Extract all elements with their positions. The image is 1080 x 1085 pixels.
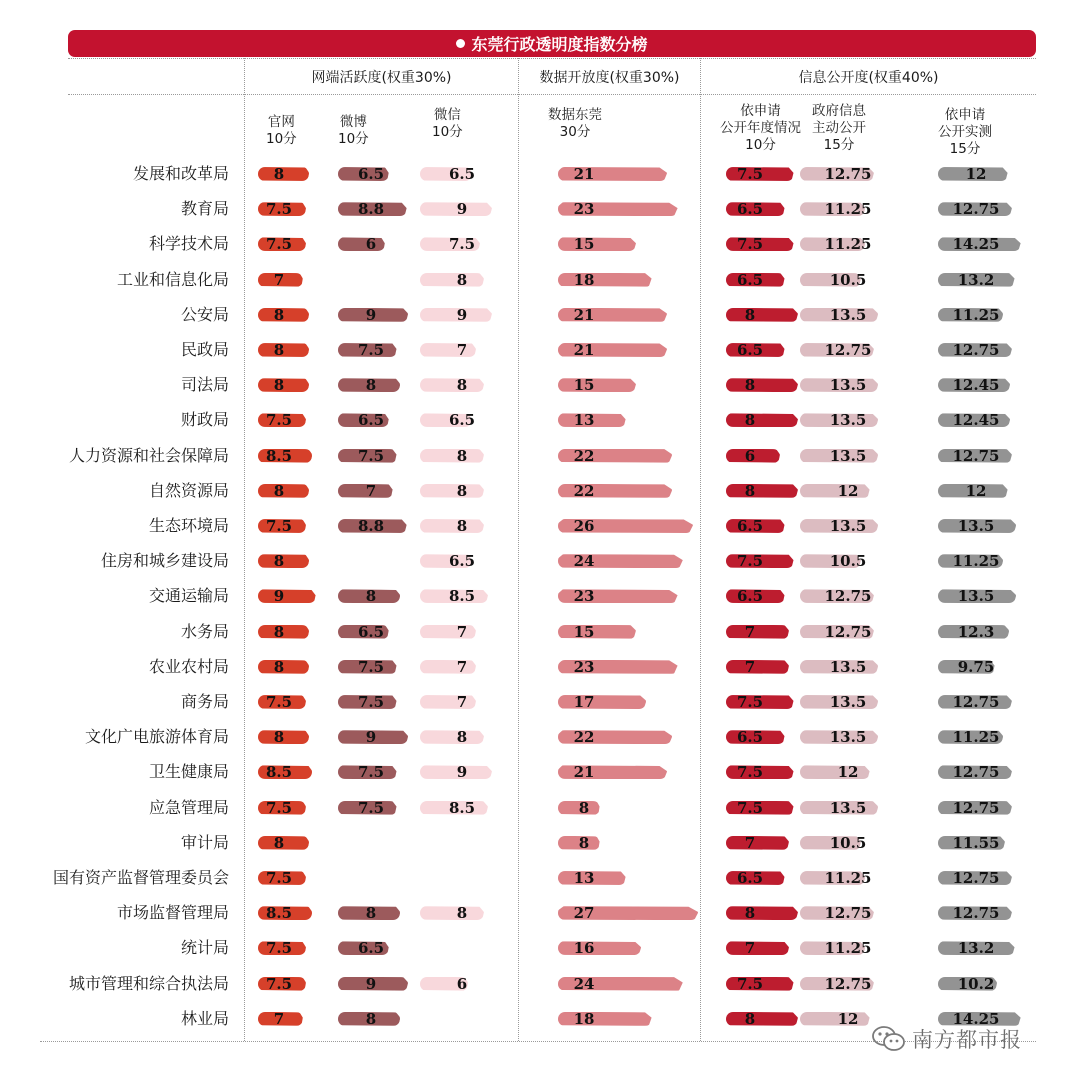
score-value: 13.5 [829, 657, 867, 676]
score-value: 6.5 [448, 411, 476, 430]
row-label: 市场监督管理局 [116, 903, 229, 923]
score-value: 9.75 [957, 657, 995, 676]
score-value: 13.5 [829, 693, 867, 711]
row-label: 生态环境局 [148, 516, 229, 535]
row-label: 工业和信息化局 [116, 269, 229, 289]
score-value: 10.5 [829, 833, 867, 852]
column-header-3: 微信 10分 [432, 107, 463, 140]
score-value: 7.5 [448, 235, 476, 254]
score-value: 12.45 [952, 411, 1000, 430]
score-value: 12 [837, 1009, 859, 1028]
row-label: 财政局 [180, 410, 229, 430]
score-value: 7.5 [265, 517, 293, 535]
score-value: 6 [365, 235, 377, 254]
score-value: 11.25 [824, 200, 872, 219]
score-value: 7 [456, 693, 468, 711]
score-value: 6.5 [736, 270, 764, 289]
score-value: 13.2 [957, 939, 995, 958]
column-header-5: 依申请 公开年度情况 10分 [720, 103, 801, 153]
watermark-text: 南方都市报 [912, 1028, 1022, 1052]
score-value: 21 [573, 165, 595, 183]
group-header-activity: 网端活跃度(权重30%) [311, 70, 452, 86]
score-value: 8 [273, 305, 285, 324]
score-value: 13.5 [829, 728, 867, 747]
score-value: 11.25 [952, 552, 1000, 571]
score-value: 13.5 [829, 517, 867, 535]
score-value: 7.5 [736, 763, 764, 782]
score-value: 8 [365, 376, 377, 395]
score-value: 7 [456, 622, 468, 641]
score-value: 9 [365, 305, 377, 324]
score-value: 8 [273, 376, 285, 395]
score-value: 11.25 [824, 869, 872, 887]
score-value: 7 [456, 657, 468, 676]
score-value: 17 [573, 693, 595, 711]
score-value: 15 [573, 376, 595, 395]
score-value: 7.5 [736, 552, 764, 571]
score-value: 8 [456, 517, 468, 535]
row-label: 水务局 [180, 621, 229, 641]
score-value: 7.5 [736, 165, 764, 183]
score-value: 7 [744, 657, 756, 676]
score-value: 12.3 [957, 622, 995, 641]
row-label: 民政局 [180, 340, 229, 359]
score-value: 16 [573, 939, 595, 958]
score-value: 12.45 [952, 376, 1000, 395]
row-label: 公安局 [180, 304, 229, 324]
column-header-1: 官网 10分 [266, 114, 297, 147]
score-value: 6.5 [736, 728, 764, 747]
score-value: 9 [456, 763, 468, 782]
score-value: 7 [456, 341, 468, 359]
row-label: 商务局 [180, 692, 229, 711]
score-value: 12 [965, 481, 987, 500]
row-label: 文化广电旅游体育局 [84, 727, 229, 747]
score-value: 8 [456, 270, 468, 289]
score-value: 7.5 [357, 693, 385, 711]
score-value: 8 [456, 904, 468, 923]
group-divider-1 [518, 58, 519, 1041]
row-label: 农业农村局 [148, 656, 229, 676]
row-label: 统计局 [180, 938, 229, 958]
score-value: 8 [744, 376, 756, 395]
group-header-data-openness: 数据开放度(权重30%) [539, 70, 680, 86]
score-value: 13 [573, 869, 595, 887]
score-value: 8.5 [448, 587, 476, 606]
score-value: 8 [273, 622, 285, 641]
score-value: 8 [578, 798, 590, 817]
score-value: 12.75 [952, 763, 1000, 782]
score-value: 8.5 [265, 763, 293, 782]
score-value: 12.75 [824, 974, 872, 993]
score-value: 8 [365, 1009, 377, 1028]
score-value: 7 [744, 939, 756, 958]
score-value: 12.75 [824, 622, 872, 641]
score-value: 7 [273, 270, 285, 289]
row-label: 人力资源和社会保障局 [68, 445, 229, 465]
score-value: 6.5 [357, 939, 385, 958]
score-value: 18 [573, 1009, 595, 1028]
score-value: 24 [573, 974, 595, 993]
score-value: 22 [573, 481, 595, 500]
score-value: 8.5 [265, 446, 293, 465]
score-value: 7.5 [265, 798, 293, 817]
score-value: 11.25 [824, 939, 872, 958]
score-value: 12.75 [952, 798, 1000, 817]
score-value: 7.5 [736, 693, 764, 711]
score-value: 8 [744, 411, 756, 430]
score-value: 23 [573, 587, 595, 606]
score-value: 12.75 [824, 341, 872, 359]
wechat-icon [872, 1025, 906, 1053]
score-value: 11.55 [952, 833, 1000, 852]
score-value: 12.75 [952, 341, 1000, 359]
score-value: 6 [744, 446, 756, 465]
score-value: 26 [573, 517, 595, 535]
score-value: 10.2 [957, 974, 995, 993]
score-value: 7.5 [265, 869, 293, 887]
score-value: 7.5 [265, 235, 293, 254]
score-value: 12.75 [952, 904, 1000, 923]
score-value: 21 [573, 341, 595, 359]
score-value: 6.5 [736, 341, 764, 359]
group-divider [68, 94, 1036, 95]
score-value: 14.25 [952, 1009, 1000, 1028]
score-value: 12.75 [952, 200, 1000, 219]
row-label: 住房和城乡建设局 [100, 551, 229, 571]
row-label: 林业局 [180, 1008, 229, 1028]
score-value: 8 [365, 904, 377, 923]
score-value: 6.5 [736, 517, 764, 535]
score-value: 13.5 [829, 446, 867, 465]
column-header-6: 政府信息 主动公开 15分 [812, 103, 866, 153]
row-label: 教育局 [180, 199, 229, 219]
score-value: 13.5 [829, 411, 867, 430]
score-value: 12.75 [824, 165, 872, 183]
score-value: 10.5 [829, 552, 867, 571]
column-header-2: 微博 10分 [338, 114, 369, 147]
score-value: 8 [744, 1009, 756, 1028]
score-value: 13.5 [829, 305, 867, 324]
score-value: 22 [573, 446, 595, 465]
score-value: 8 [273, 165, 285, 183]
score-value: 24 [573, 552, 595, 571]
score-value: 6.5 [357, 165, 385, 183]
score-value: 8 [273, 552, 285, 571]
score-value: 12.75 [952, 446, 1000, 465]
score-value: 12.75 [824, 904, 872, 923]
row-label: 交通运输局 [148, 586, 229, 606]
score-value: 8 [273, 341, 285, 359]
row-label: 自然资源局 [148, 480, 229, 500]
row-label: 卫生健康局 [148, 762, 229, 782]
row-label: 科学技术局 [148, 234, 229, 254]
group-header-info-disclosure: 信息公开度(权重40%) [798, 70, 939, 86]
row-label: 司法局 [180, 375, 229, 395]
column-header-7: 依申请 公开实测 15分 [938, 107, 992, 157]
score-value: 8.8 [357, 200, 385, 219]
score-value: 12 [837, 763, 859, 782]
score-value: 8 [456, 481, 468, 500]
score-value: 7.5 [357, 446, 385, 465]
score-value: 6.5 [736, 200, 764, 219]
score-value: 9 [456, 305, 468, 324]
header-divider [68, 58, 1036, 59]
score-value: 7 [273, 1009, 285, 1028]
score-value: 8 [273, 728, 285, 747]
score-value: 8 [744, 305, 756, 324]
score-value: 12 [965, 165, 987, 183]
score-value: 9 [365, 974, 377, 993]
score-value: 13.2 [957, 270, 995, 289]
score-value: 8.5 [265, 904, 293, 923]
score-value: 12.75 [952, 693, 1000, 711]
row-label: 审计局 [180, 832, 229, 852]
score-value: 7.5 [736, 798, 764, 817]
score-value: 6.5 [357, 411, 385, 430]
score-value: 8 [273, 481, 285, 500]
chart-title: 东莞行政透明度指数分榜 [471, 35, 648, 54]
column-header-4: 数据东莞 30分 [548, 107, 602, 140]
score-value: 8 [456, 376, 468, 395]
score-value: 13.5 [829, 376, 867, 395]
score-value: 7.5 [357, 341, 385, 359]
row-label: 城市管理和综合执法局 [68, 973, 229, 993]
score-value: 7.5 [357, 798, 385, 817]
score-value: 6.5 [736, 587, 764, 606]
newspaper-watermark [872, 1024, 1022, 1054]
row-label: 应急管理局 [148, 797, 229, 817]
score-value: 23 [573, 657, 595, 676]
score-value: 18 [573, 270, 595, 289]
score-value: 14.25 [952, 235, 1000, 254]
score-value: 8.8 [357, 517, 385, 535]
score-value: 27 [573, 904, 595, 923]
score-value: 11.25 [952, 305, 1000, 324]
row-label: 国有资产监督管理委员会 [52, 868, 229, 887]
score-value: 15 [573, 235, 595, 254]
score-value: 7.5 [265, 411, 293, 430]
score-value: 13.5 [957, 587, 995, 606]
row-label: 发展和改革局 [132, 164, 229, 183]
score-value: 8 [578, 833, 590, 852]
score-value: 9 [365, 728, 377, 747]
score-value: 9 [456, 200, 468, 219]
score-value: 7 [744, 622, 756, 641]
score-value: 8 [744, 481, 756, 500]
score-value: 7 [744, 833, 756, 852]
score-value: 10.5 [829, 270, 867, 289]
score-value: 7.5 [265, 200, 293, 219]
score-value: 13.5 [829, 798, 867, 817]
score-value: 7.5 [265, 974, 293, 993]
score-value: 13.5 [957, 517, 995, 535]
score-value: 7.5 [357, 763, 385, 782]
score-value: 6.5 [736, 869, 764, 887]
score-value: 7 [365, 481, 377, 500]
score-value: 8.5 [448, 798, 476, 817]
label-column-divider [244, 58, 245, 1041]
score-value: 11.25 [952, 728, 1000, 747]
score-value: 23 [573, 200, 595, 219]
score-value: 7.5 [265, 693, 293, 711]
score-value: 13 [573, 411, 595, 430]
score-value: 15 [573, 622, 595, 641]
score-value: 22 [573, 728, 595, 747]
score-value: 12 [837, 481, 859, 500]
chart-title-bar [68, 30, 1036, 57]
score-value: 8 [365, 587, 377, 606]
score-value: 12.75 [824, 587, 872, 606]
score-value: 11.25 [824, 235, 872, 254]
score-value: 12.75 [952, 869, 1000, 887]
score-value: 6 [456, 974, 468, 993]
score-value: 8 [744, 904, 756, 923]
score-value: 7.5 [265, 939, 293, 958]
score-value: 7.5 [736, 974, 764, 993]
score-value: 6.5 [448, 552, 476, 571]
score-value: 7.5 [357, 657, 385, 676]
score-value: 7.5 [736, 235, 764, 254]
score-value: 8 [273, 657, 285, 676]
score-value: 8 [273, 833, 285, 852]
score-value: 21 [573, 305, 595, 324]
score-value: 8 [456, 446, 468, 465]
score-value: 9 [273, 587, 285, 606]
group-divider-2 [700, 58, 701, 1041]
score-value: 6.5 [357, 622, 385, 641]
score-value: 21 [573, 763, 595, 782]
score-value: 6.5 [448, 165, 476, 183]
bullet-icon [456, 39, 465, 48]
score-value: 8 [456, 728, 468, 747]
